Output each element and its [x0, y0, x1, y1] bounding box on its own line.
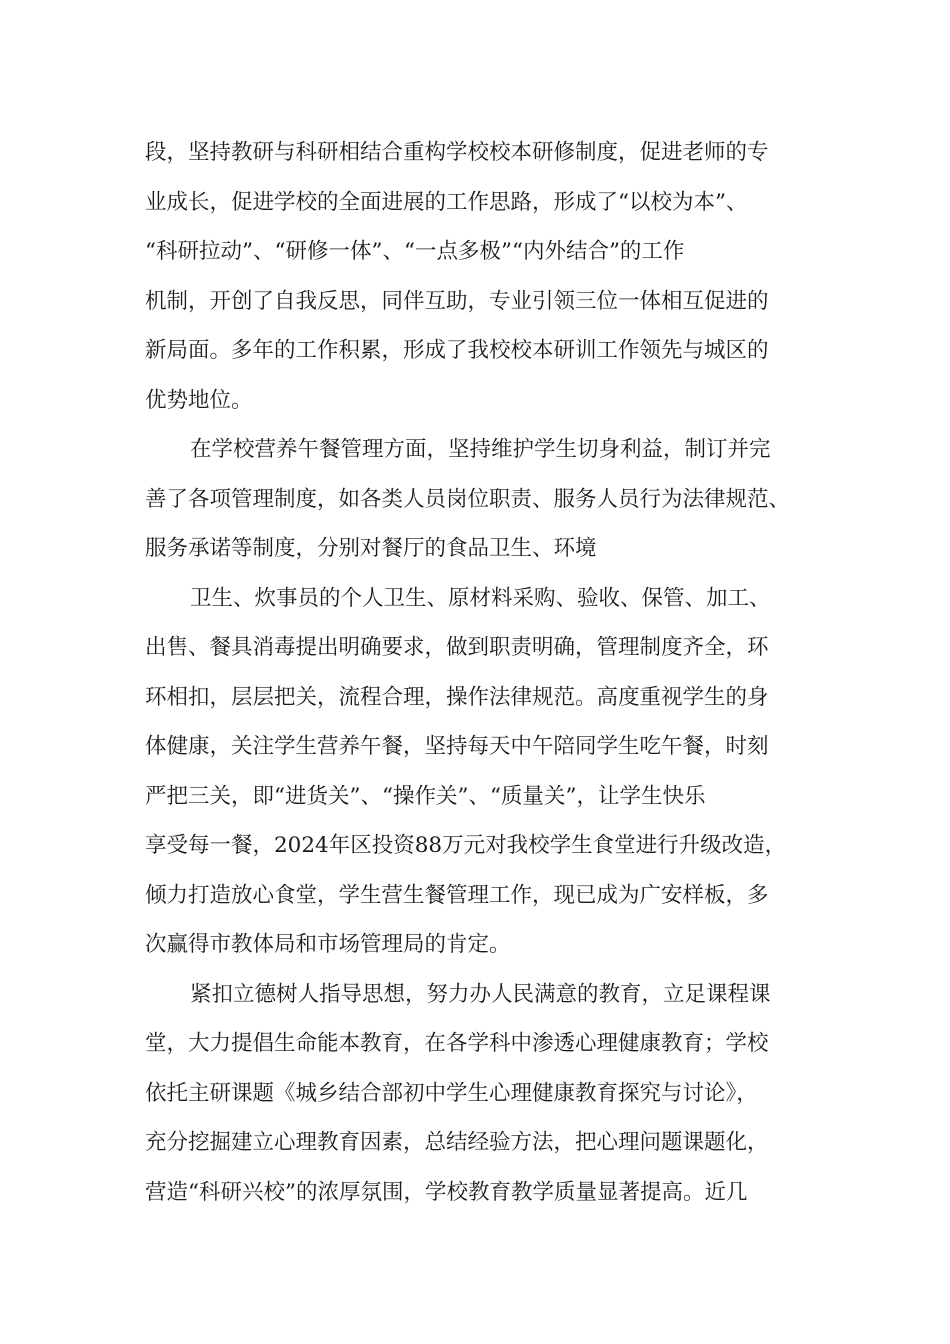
- text-line: “科研拉动”、“研修一体”、“一点多极”“内外结合”的工作: [145, 239, 685, 264]
- paragraph-1: [145, 128, 835, 425]
- text-line: 次赢得市教体局和市场管理局的肯定。: [145, 932, 511, 957]
- text-line: 倾力打造放心食堂，学生营生餐管理工作，现已成为广安样板，多: [145, 882, 769, 908]
- text-line: 优势地位。: [145, 387, 253, 413]
- text-line: 享受每一餐，2024年区投资88万元对我校学生食堂进行升级改造，: [145, 833, 787, 858]
- text-line: 严把三关，即“进货关”、“操作关”、“质量关”，让学生快乐: [145, 783, 706, 809]
- text-line: 业成长，促进学校的全面进展的工作思路，形成了“以校为本”、: [145, 189, 748, 215]
- text-line: 堂，大力提倡生命能本教育，在各学科中渗透心理健康教育；学校: [145, 1031, 769, 1056]
- text-line: 段，坚持教研与科研相结合重构学校校本研修制度，促进老师的专: [145, 140, 769, 165]
- text-line: 体健康，关注学生营养午餐，坚持每天中午陪同学生吃午餐，时刻: [145, 734, 769, 759]
- text-line: 充分挖掘建立心理教育因素，总结经验方法，把心理问题课题化，: [145, 1130, 769, 1155]
- text-line: 新局面。多年的工作积累，形成了我校校本研训工作领先与城区的: [145, 338, 769, 363]
- paragraph-3: [145, 574, 835, 970]
- body-text: [145, 128, 835, 1217]
- text-line: 依托主研课题《城乡结合部初中学生心理健康教育探究与讨论》，: [145, 1080, 758, 1106]
- text-line: 服务承诺等制度，分别对餐厅的食品卫生、环境: [145, 536, 597, 561]
- text-line: 在学校营养午餐管理方面，坚持维护学生切身利益，制订并完: [190, 437, 771, 462]
- text-line: 环相扣，层层把关，流程合理，操作法律规范。高度重视学生的身: [145, 684, 769, 710]
- text-line: 出售、餐具消毒提出明确要求，做到职责明确，管理制度齐全，环: [145, 635, 769, 660]
- paragraph-2: [145, 425, 835, 574]
- text-line: 卫生、炊事员的个人卫生、原材料采购、验收、保管、加工、: [190, 585, 771, 611]
- text-line: 机制，开创了自我反思，同伴互助，专业引领三位一体相互促进的: [145, 288, 769, 314]
- text-line: 紧扣立德树人指导思想，努力办人民满意的教育，立足课程课: [190, 981, 771, 1007]
- text-line: 善了各项管理制度，如各类人员岗位职责、服务人员行为法律规范、: [145, 486, 791, 512]
- text-line: 营造“科研兴校”的浓厚氛围，学校教育教学质量显著提高。近几: [145, 1179, 748, 1205]
- paragraph-4: [145, 970, 835, 1218]
